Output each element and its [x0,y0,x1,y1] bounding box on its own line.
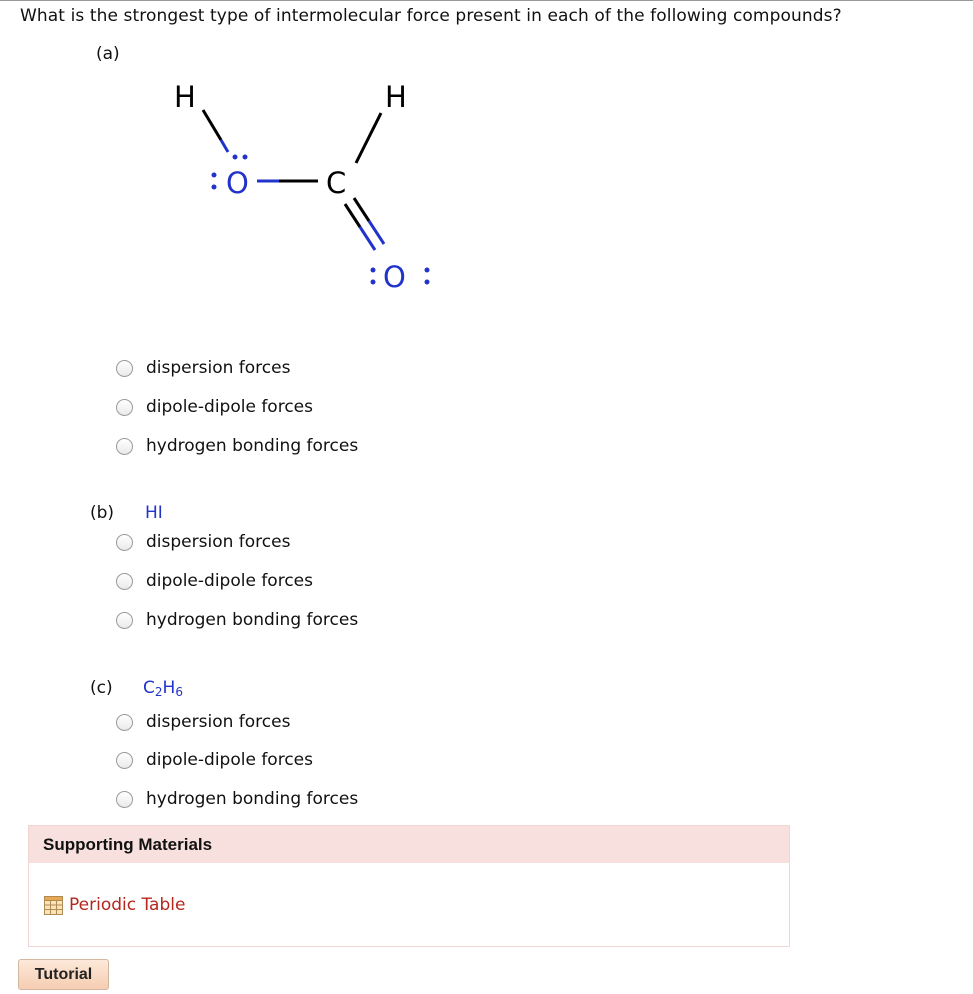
option-b-hydrogen[interactable] [116,608,358,632]
radio-button[interactable] [116,714,133,731]
periodic-table-label: Periodic Table [69,895,186,915]
bond-c-o-double-1 [345,204,360,227]
atom-h-right: H [385,80,407,114]
radio-button[interactable] [116,791,133,808]
option-c-hydrogen[interactable] [116,787,358,811]
supporting-materials-panel [28,825,790,947]
atom-h-left: H [174,80,196,114]
option-c-dipole[interactable] [116,748,313,772]
radio-button[interactable] [116,573,133,590]
bond-c-o-double-2 [354,198,369,221]
bond-c-o-double-1b [360,227,375,250]
option-label: hydrogen bonding forces [146,436,359,456]
option-b-dipole[interactable] [116,569,313,593]
atom-o-carbonyl: O [383,260,406,294]
atom-o-hydroxyl: O [226,166,249,200]
formula-sub-6: 6 [175,685,183,699]
question-text: What is the strongest type of intermolecular force present in each of the following compounds? [20,6,842,26]
bond-c-h [356,113,381,163]
part-c-label: (c) [90,678,113,698]
atom-carbon: C [326,166,347,200]
option-label: dipole-dipole forces [146,571,313,591]
molecule-structure [150,74,450,304]
option-a-hydrogen[interactable] [116,434,358,458]
part-c-formula [143,678,183,699]
formula-sub-2: 2 [154,685,163,699]
radio-button[interactable] [116,612,133,629]
option-c-dispersion[interactable] [116,710,290,734]
option-label: dispersion forces [146,532,291,552]
formula-c: C [143,678,155,698]
supporting-materials-header: Supporting Materials [29,826,789,863]
formula-h: H [162,678,176,698]
option-label: hydrogen bonding forces [146,610,359,630]
option-a-dispersion[interactable] [116,356,290,380]
option-a-dipole[interactable] [116,395,313,419]
periodic-table-link[interactable] [44,895,185,915]
option-label: dipole-dipole forces [146,397,313,417]
bond-h-o [203,110,221,140]
periodic-table-icon [44,896,63,915]
radio-button[interactable] [116,752,133,769]
option-label: dispersion forces [146,358,291,378]
part-b-label: (b) [90,503,115,523]
option-label: hydrogen bonding forces [146,789,359,809]
radio-button[interactable] [116,438,133,455]
tutorial-button[interactable]: Tutorial [18,959,109,990]
radio-button[interactable] [116,534,133,551]
option-b-dispersion[interactable] [116,530,290,554]
radio-button[interactable] [116,399,133,416]
bond-o-h [221,140,228,152]
part-b-formula: HI [145,503,163,523]
option-label: dipole-dipole forces [146,750,313,770]
bond-c-o-double-2b [369,221,384,244]
option-label: dispersion forces [146,712,291,732]
radio-button[interactable] [116,360,133,377]
top-divider [0,0,973,1]
part-a-label: (a) [96,44,120,64]
